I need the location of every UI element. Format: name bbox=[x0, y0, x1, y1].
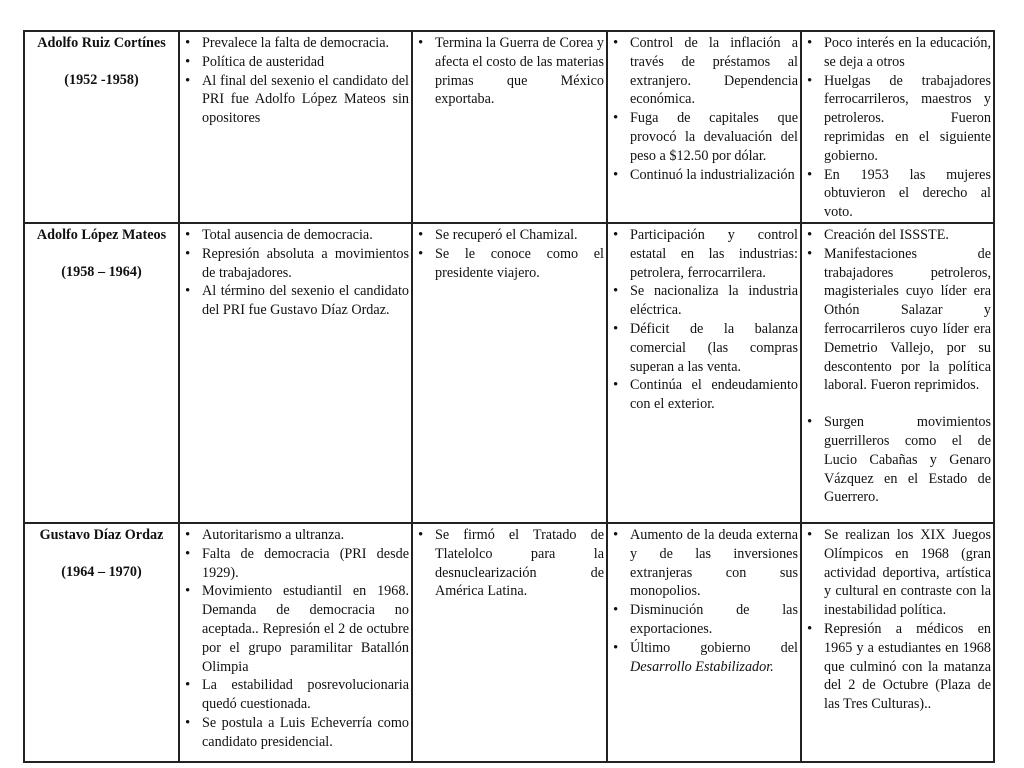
president-name: Gustavo Díaz Ordaz bbox=[39, 526, 164, 543]
list-item: • Se firmó el Tratado de Tlatelolco para la desnuclearización de América Latina. bbox=[415, 526, 604, 601]
president-name: Adolfo López Mateos bbox=[36, 226, 167, 243]
list-item: • Prevalece la falta de democracia. bbox=[182, 34, 409, 53]
list-item: • Surgen movimientos guerrilleros como el de Lucio Cabañas y Genaro Vázquez en el Estado de Guerrero. bbox=[804, 413, 991, 507]
list-item: • Poco interés en la educación, se deja a otros bbox=[804, 34, 991, 72]
list-item: • Se recuperó el Chamizal. bbox=[415, 226, 604, 245]
list-item: • Se postula a Luis Echeverría como candidato presidencial. bbox=[182, 714, 409, 752]
list-item: • Fuga de capitales que provocó la devaluación del peso a $12.50 por dólar. bbox=[610, 109, 798, 165]
list-item: • Autoritarismo a ultranza. bbox=[182, 526, 409, 545]
president-years: (1952 -1958) bbox=[64, 71, 139, 88]
president-cell bbox=[24, 223, 179, 523]
list-item: • Represión absoluta a movimientos de trabajadores. bbox=[182, 245, 409, 283]
list-item: • Huelgas de trabajadores ferrocarrileros, maestros y petroleros. Fueron reprimidas en el siguiente gobierno. bbox=[804, 72, 991, 166]
social-cell bbox=[801, 31, 994, 223]
president-cell bbox=[24, 31, 179, 223]
list-item: • Al final del sexenio el candidato del PRI fue Adolfo López Mateos sin opositores bbox=[182, 72, 409, 128]
politics-cell bbox=[179, 31, 412, 223]
economy-cell bbox=[607, 523, 801, 762]
list-item: • En 1953 las mujeres obtuvieron el derecho al voto. bbox=[804, 166, 991, 222]
list-item bbox=[610, 639, 798, 677]
international-cell bbox=[412, 31, 607, 223]
international-cell bbox=[412, 523, 607, 762]
list-item: • La estabilidad posrevolucionaria quedó cuestionada. bbox=[182, 676, 409, 714]
list-item: • Represión a médicos en 1965 y a estudiantes en 1968 que culminó con la matanza del 2 de Octubre (Plaza de las Tres Culturas).. bbox=[804, 620, 991, 714]
politics-cell bbox=[179, 223, 412, 523]
list-item: • Manifestaciones de trabajadores petroleros, magisteriales cuyo líder era Othón Salazar y ferrocarrileros cuyo líder era Demetrio Vallejo, por su descontento por la política laboral. Fueron reprimidos. bbox=[804, 245, 991, 395]
president-years: (1964 – 1970) bbox=[61, 563, 142, 580]
table-row bbox=[24, 523, 994, 762]
list-item: • Al término del sexenio el candidato del PRI fue Gustavo Díaz Ordaz. bbox=[182, 282, 409, 320]
president-name: Adolfo Ruiz Cortínes bbox=[37, 35, 166, 51]
list-item: • Continuó la industrialización bbox=[610, 166, 798, 185]
list-item: • Disminución de las exportaciones. bbox=[610, 601, 798, 639]
list-item: • Se le conoce como el presidente viajero. bbox=[415, 245, 604, 283]
list-item: • Creación del ISSSTE. bbox=[804, 226, 991, 245]
international-cell bbox=[412, 223, 607, 523]
list-item: • Movimiento estudiantil en 1968. Demanda de democracia no aceptada.. Represión el 2 de octubre por el grupo paramilitar Batallón Olimpia bbox=[182, 582, 409, 676]
economy-cell bbox=[607, 31, 801, 223]
social-cell bbox=[801, 523, 994, 762]
list-item: • Aumento de la deuda externa y de las inversiones extranjeras con sus monopolios. bbox=[610, 526, 798, 601]
list-item: • Continúa el endeudamiento con el exterior. bbox=[610, 376, 798, 414]
economy-cell bbox=[607, 223, 801, 523]
list-item: • Déficit de la balanza comercial (las compras superan a las venta. bbox=[610, 320, 798, 376]
social-cell bbox=[801, 223, 994, 523]
list-item: • Política de austeridad bbox=[182, 53, 409, 72]
president-cell bbox=[24, 523, 179, 762]
list-item: • Termina la Guerra de Corea y afecta el costo de las materias primas que México exportaba. bbox=[415, 34, 604, 109]
list-item: • Se realizan los XIX Juegos Olímpicos en 1968 (gran actividad deportiva, artística y cultural en contraste con la inestabilidad política. bbox=[804, 526, 991, 620]
list-item: • Participación y control estatal en las industrias: petrolera, ferrocarrilera. bbox=[610, 226, 798, 282]
president-years: (1958 – 1964) bbox=[61, 263, 142, 280]
politics-cell bbox=[179, 523, 412, 762]
list-item-text: Último gobierno del bbox=[630, 639, 798, 656]
list-item: • Control de la inflación a través de préstamos al extranjero. Dependencia económica. bbox=[610, 34, 798, 109]
list-item: • Total ausencia de democracia. bbox=[182, 226, 409, 245]
list-item: • Se nacionaliza la industria eléctrica. bbox=[610, 282, 798, 320]
table-row bbox=[24, 31, 994, 223]
table-row bbox=[24, 223, 994, 523]
history-table bbox=[23, 30, 995, 763]
list-item-emphasis: Desarrollo Estabilizador. bbox=[630, 658, 774, 675]
list-item: • Falta de democracia (PRI desde 1929). bbox=[182, 545, 409, 583]
